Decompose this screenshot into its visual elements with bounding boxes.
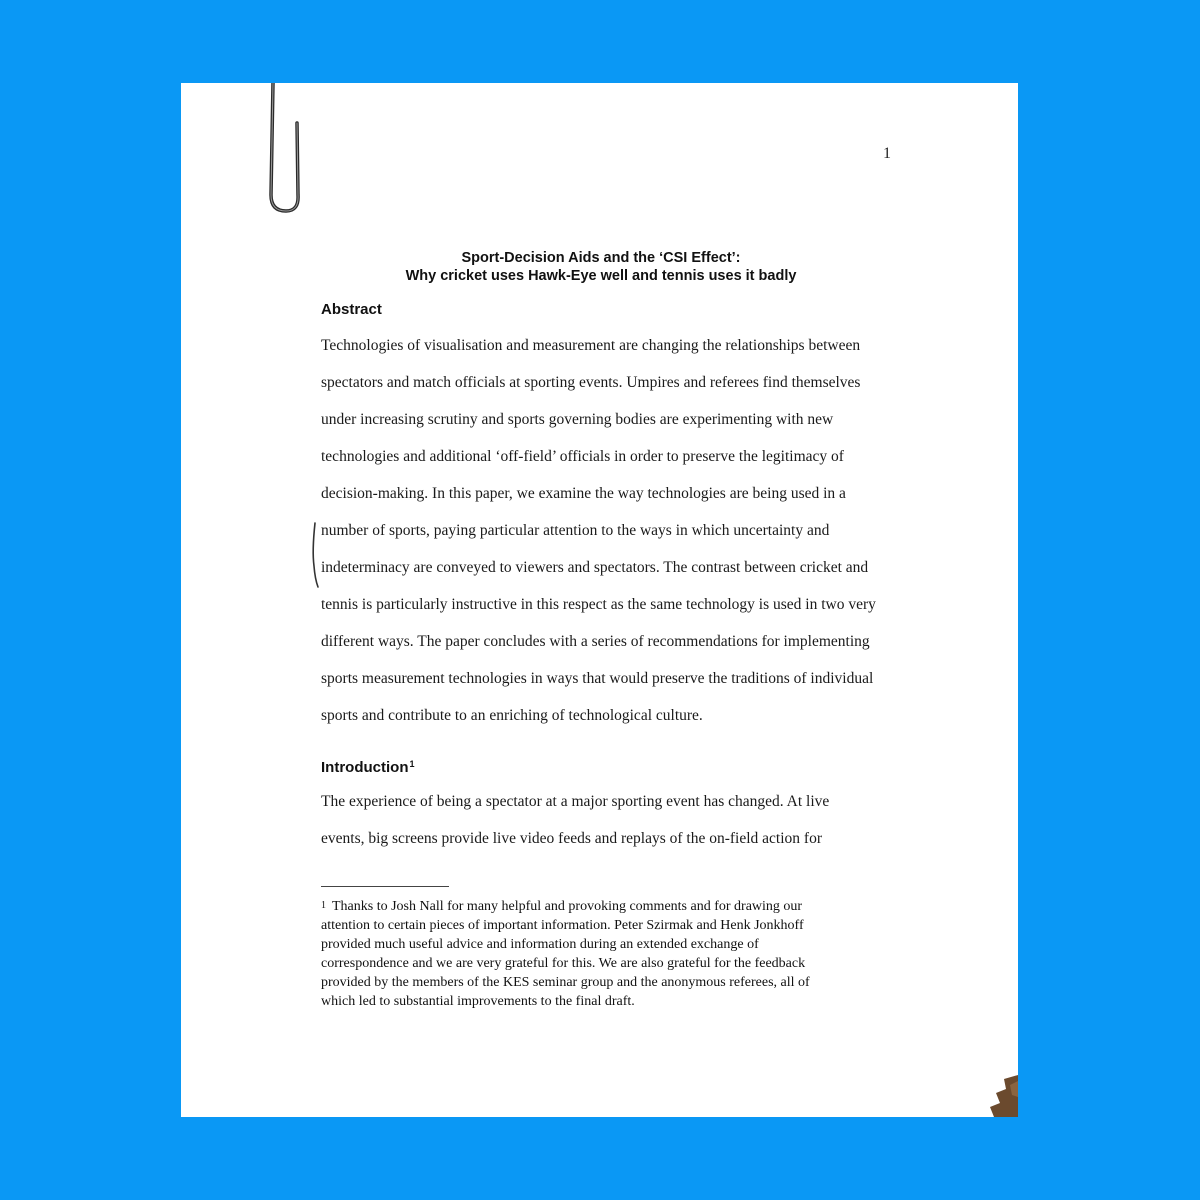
- footnote: [321, 896, 881, 1011]
- paper-title: [321, 249, 881, 285]
- footnote-reference: 1: [409, 759, 415, 769]
- abstract-heading: Abstract: [321, 301, 382, 318]
- document-page: [181, 83, 1018, 1117]
- footnote-divider: [321, 886, 449, 887]
- paperclip-icon: [251, 83, 301, 218]
- introduction-heading: [321, 759, 415, 776]
- introduction-paragraph: The experience of being a spectator at a major sporting event has changed. At live events, big screens provide live video feeds and replays of the on-field action for: [321, 793, 830, 847]
- introduction-heading-text: Introduction: [321, 759, 409, 776]
- footnote-text: Thanks to Josh Nall for many helpful and provoking comments and for drawing our attention to certain pieces of important information. Peter Szirmak and Henk Jonkhoff provided much useful advice and information during an extended exchange of correspondence and we are very grateful for this. We are also grateful for the feedback provided by the members of the KES seminar group and the anonymous referees, all of which led to substantial improvements to the final draft.: [321, 899, 810, 1009]
- title-line-2: Why cricket uses Hawk-Eye well and tennis uses it badly: [405, 268, 797, 284]
- footnote-number: 1: [321, 900, 326, 911]
- abstract-paragraph: Technologies of visualisation and measurement are changing the relationships between spectators and match officials at sporting events. Umpires and referees find themselves under increasing scrutiny and sports governing bodies are experimenting with new technologies and additional ‘off-field’ officials in order to preserve the legitimacy of decision-making. In this paper, we examine the way technologies are being used in a number of sports, paying particular attention to the ways in which uncertainty and indeterminacy are conveyed to viewers and spectators. The contrast between cricket and tennis is particularly instructive in this respect as the same technology is used in two very different ways. The paper concludes with a series of recommendations for implementing sports measurement technologies in ways that would preserve the traditions of individual sports and contribute to an enriching of technological culture.: [321, 337, 876, 724]
- corner-edge-stain: [986, 1075, 1018, 1117]
- margin-pencil-mark: [309, 521, 321, 589]
- page-number: 1: [883, 145, 891, 162]
- title-line-1: Sport-Decision Aids and the ‘CSI Effect’:: [461, 250, 741, 266]
